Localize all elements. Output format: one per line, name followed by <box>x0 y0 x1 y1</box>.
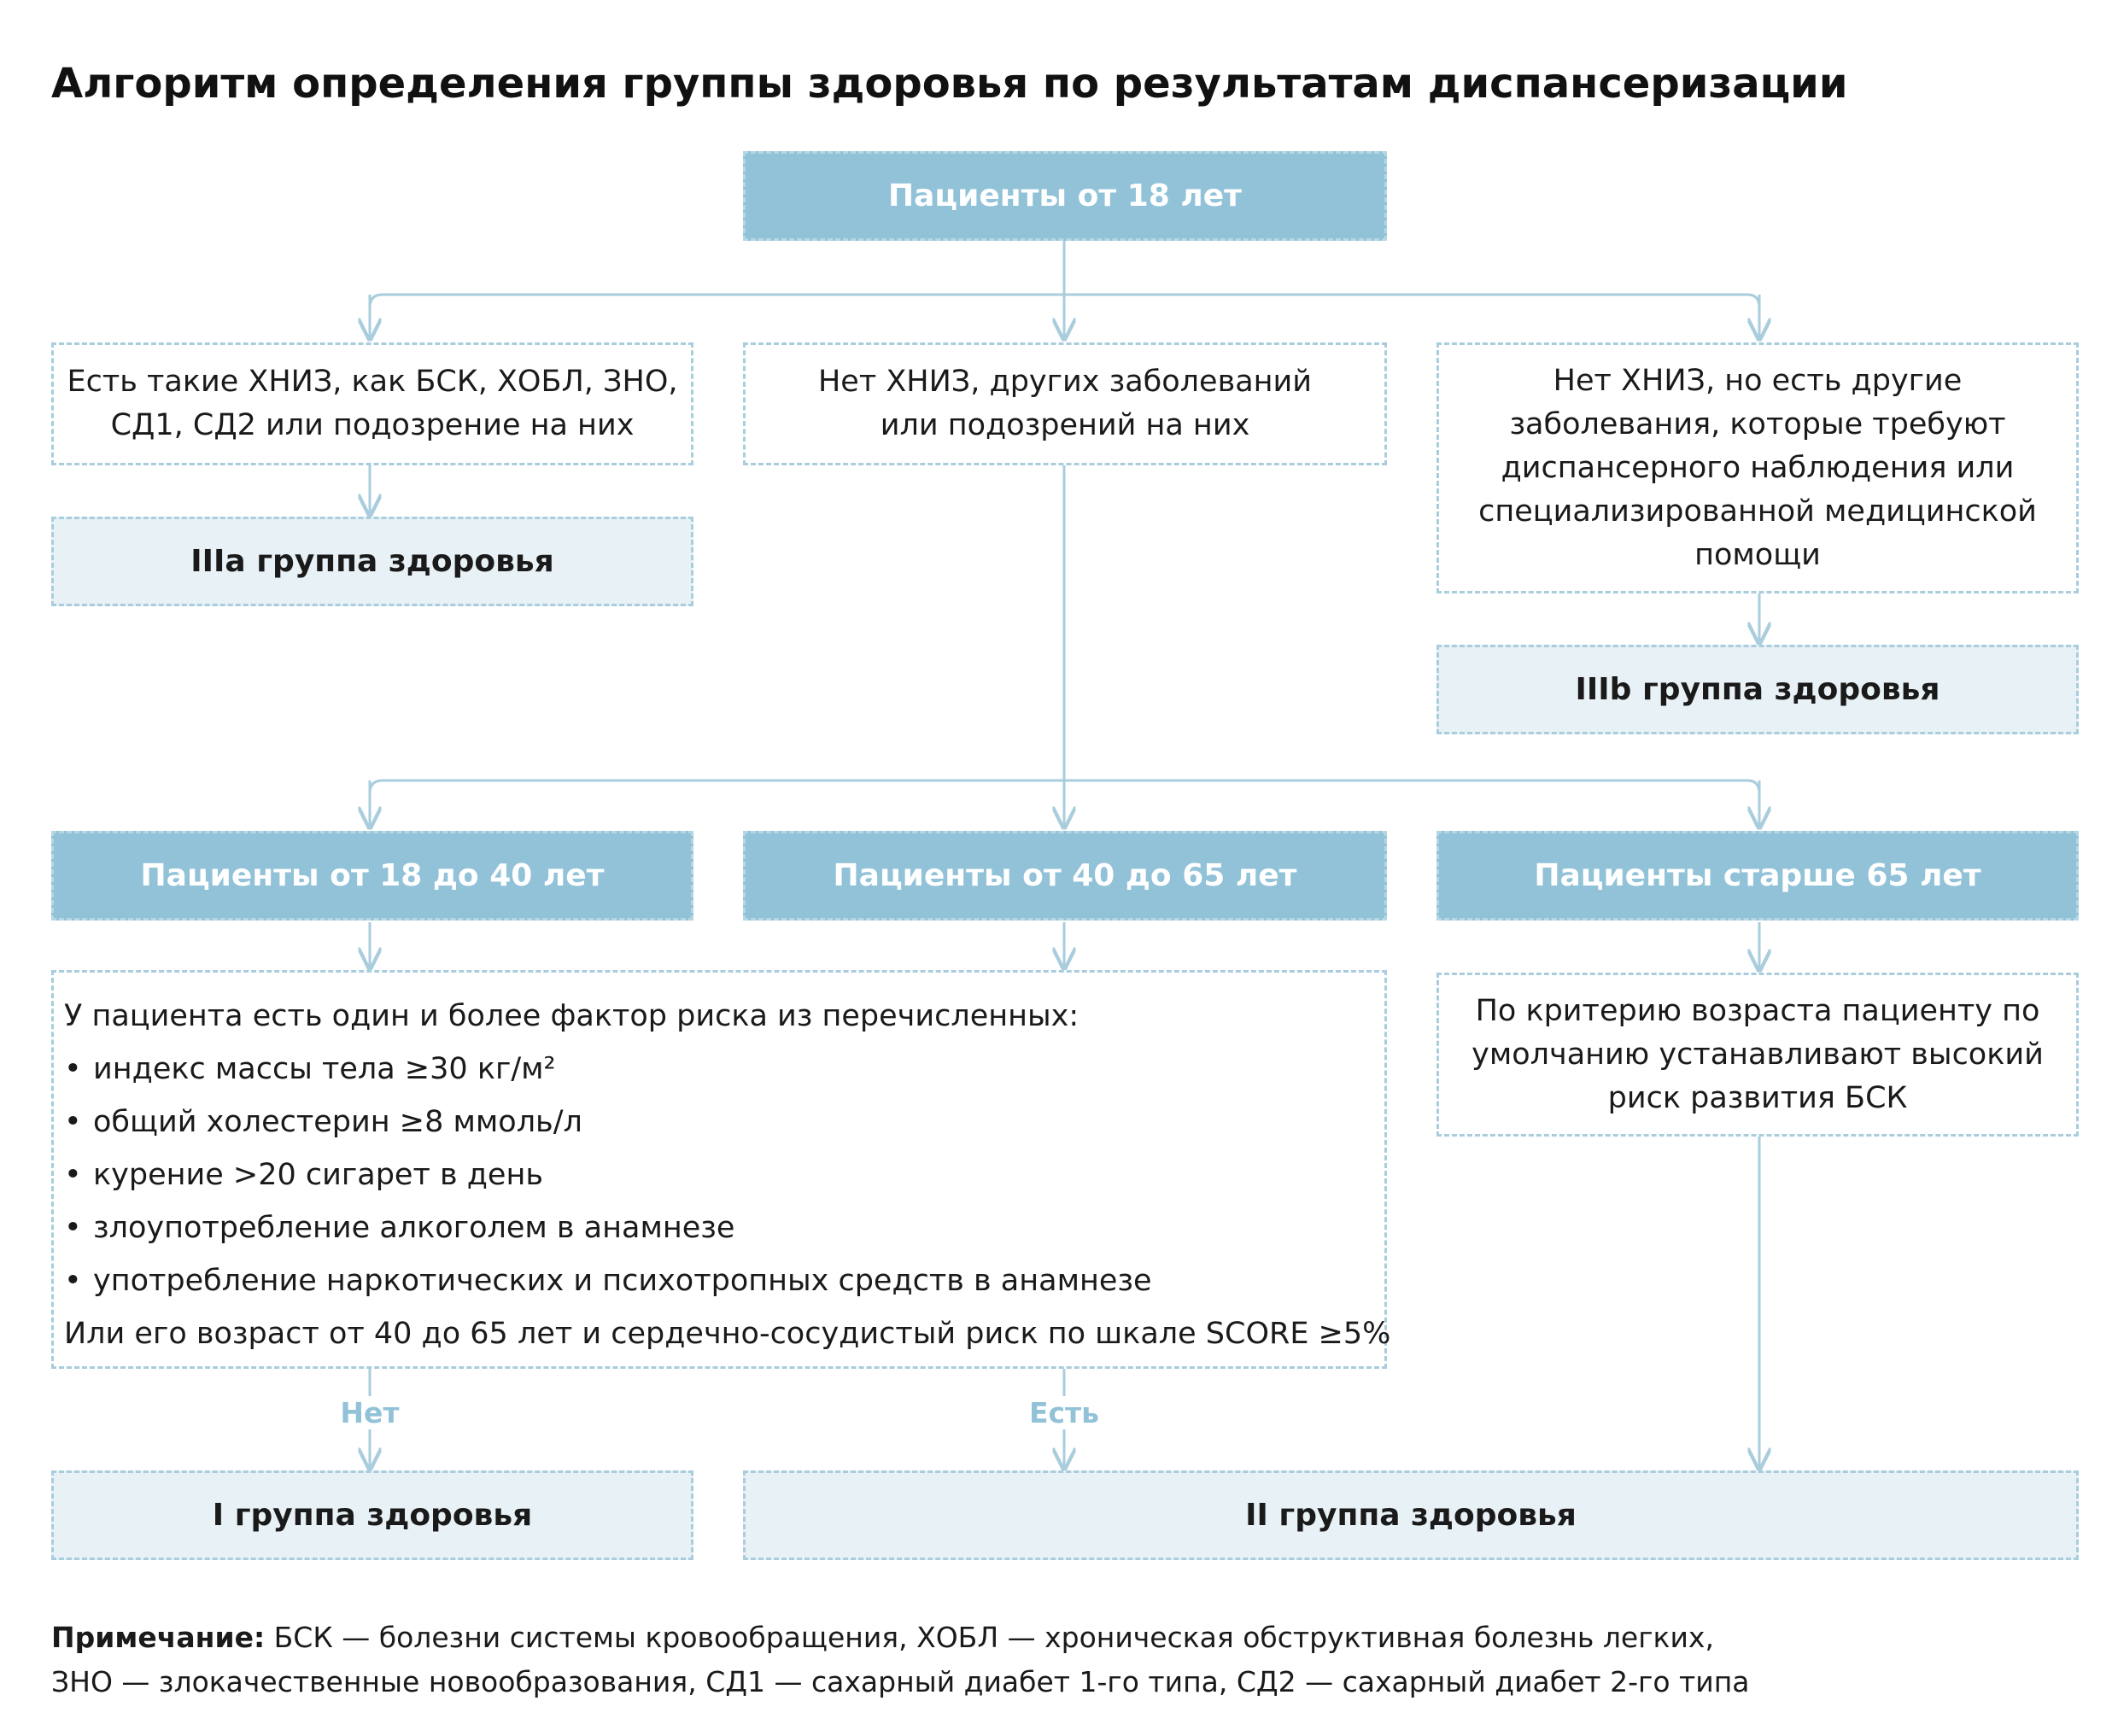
group-iiia: IIIa группа здоровья <box>51 517 693 606</box>
age-group-middle: Пациенты от 40 до 65 лет <box>743 831 1387 921</box>
risk-intro: У пациента есть один и более фактор риска из перечисленных: <box>64 999 1079 1033</box>
list-item: • общий холестерин ≥8 ммоль/л <box>64 1105 582 1139</box>
root-label: Пациенты от 18 лет <box>888 178 1242 213</box>
list-item: • индекс массы тела ≥30 кг/м² <box>64 1052 556 1086</box>
footnote-label: Примечание: <box>51 1621 266 1654</box>
root-node <box>743 151 1387 241</box>
edge-label-no: Нет <box>335 1396 404 1429</box>
risk-factor-list <box>64 1043 1384 1307</box>
condition-left: Есть такие ХНИЗ, как БСК, ХОБЛ, ЗНО, СД1, СД2 или подозрение на них <box>51 342 693 465</box>
group-iiib: IIIb группа здоровья <box>1436 645 2079 734</box>
footnote-line-1: БСК — болезни системы кровообращения, ХОБЛ — хроническая обструктивная болезнь легких, <box>273 1621 1714 1654</box>
list-item: • курение >20 сигарет в день <box>64 1158 543 1192</box>
list-item: • злоупотребление алкоголем в анамнезе <box>64 1211 735 1245</box>
list-item: • употребление наркотических и психотропных средств в анамнезе <box>64 1264 1152 1298</box>
age-group-young: Пациенты от 18 до 40 лет <box>51 831 693 921</box>
age-group-old: Пациенты старше 65 лет <box>1436 831 2079 921</box>
condition-middle: Нет ХНИЗ, других заболеваний или подозрений на них <box>743 342 1387 465</box>
group-i: I группа здоровья <box>51 1470 693 1560</box>
footnote <box>51 1616 1750 1704</box>
page-title: Алгоритм определения группы здоровья по результатам диспансеризации <box>51 60 1848 108</box>
footnote-line-2: ЗНО — злокачественные новообразования, СД1 — сахарный диабет 1-го типа, СД2 — сахарный диабет 2-го типа <box>51 1665 1750 1698</box>
edge-label-yes: Есть <box>1024 1396 1104 1429</box>
risk-factors-box <box>51 970 1391 1369</box>
group-ii: II группа здоровья <box>743 1470 2079 1560</box>
old-age-risk-box: По критерию возраста пациенту по умолчанию устанавливают высокий риск развития БСК <box>1436 973 2079 1137</box>
risk-alt: Или его возраст от 40 до 65 лет и сердечно-сосудистый риск по шкале SCORE ≥5% <box>64 1317 1391 1351</box>
condition-right: Нет ХНИЗ, но есть другие заболевания, которые требуют диспансерного наблюдения или специализированной медицинской помощи <box>1436 342 2079 593</box>
